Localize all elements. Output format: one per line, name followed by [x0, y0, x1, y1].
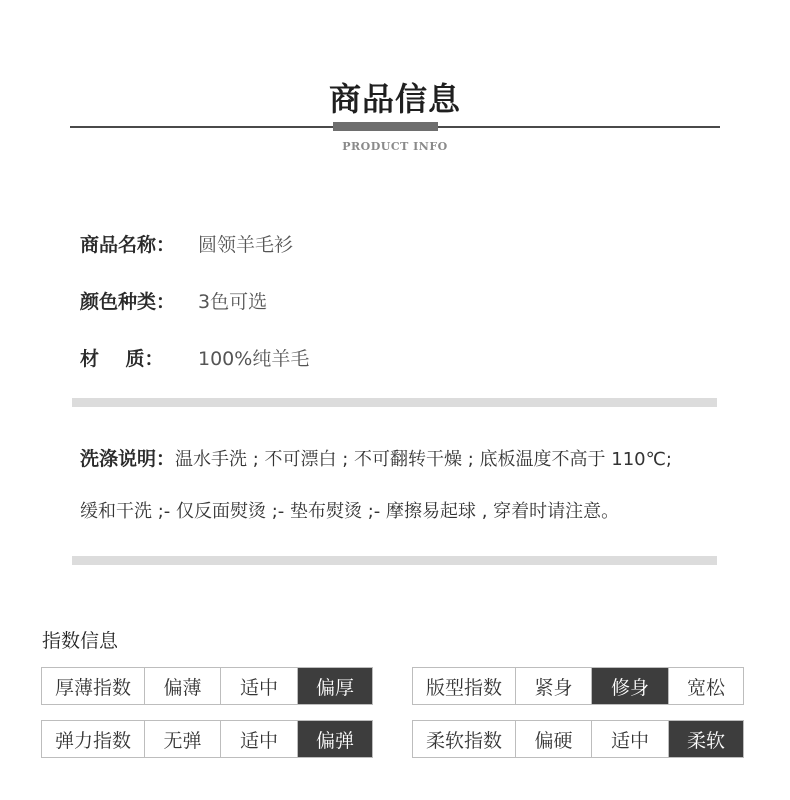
- index-option: 偏硬: [515, 721, 591, 757]
- index-option-selected: 偏弹: [297, 721, 372, 757]
- info-row-name: [80, 228, 293, 258]
- wash-text-1: 温水手洗 ; 不可漂白 ; 不可翻转干燥 ; 底板温度不高于 110℃;: [175, 449, 672, 470]
- index-row-fit: [412, 667, 744, 705]
- wash-text-2: 缓和干洗 ;- 仅反面熨烫 ;- 垫布熨烫 ;- 摩擦易起球 , 穿着时请注意。: [80, 501, 620, 522]
- index-name: 柔软指数: [425, 729, 502, 752]
- info-value: 100%纯羊毛: [198, 347, 310, 370]
- info-label: 商品名称：: [80, 233, 176, 256]
- index-row-elasticity: [41, 720, 373, 758]
- section-divider: [72, 556, 717, 565]
- index-row-thickness: [41, 667, 373, 705]
- index-option-selected: 偏厚: [297, 668, 372, 704]
- info-value: 圆领羊毛衫: [198, 233, 294, 256]
- index-option-selected: 修身: [591, 668, 668, 704]
- info-value: 3色可选: [198, 290, 268, 313]
- info-row-material: [80, 342, 309, 372]
- index-name: 版型指数: [425, 676, 502, 699]
- index-title: 指数信息: [42, 630, 119, 652]
- index-option: 无弹: [144, 721, 220, 757]
- page-subtitle: PRODUCT INFO: [342, 140, 448, 153]
- index-option: 适中: [220, 668, 297, 704]
- index-option: 偏薄: [144, 668, 220, 704]
- info-label: 颜色种类：: [80, 290, 176, 313]
- index-option-selected: 柔软: [668, 721, 743, 757]
- index-name: 弹力指数: [54, 729, 131, 752]
- index-row-softness: [412, 720, 744, 758]
- wash-label: 洗涤说明：: [80, 448, 176, 470]
- info-label: 材 质：: [80, 347, 164, 370]
- index-option: 适中: [591, 721, 668, 757]
- title-rule-accent: [333, 122, 438, 131]
- info-row-color: [80, 285, 267, 315]
- section-divider: [72, 398, 717, 407]
- index-option: 紧身: [515, 668, 591, 704]
- index-option: 适中: [220, 721, 297, 757]
- index-name: 厚薄指数: [54, 676, 131, 699]
- index-option: 宽松: [668, 668, 743, 704]
- wash-line-1: [80, 444, 672, 471]
- page-title: 商品信息: [328, 80, 461, 118]
